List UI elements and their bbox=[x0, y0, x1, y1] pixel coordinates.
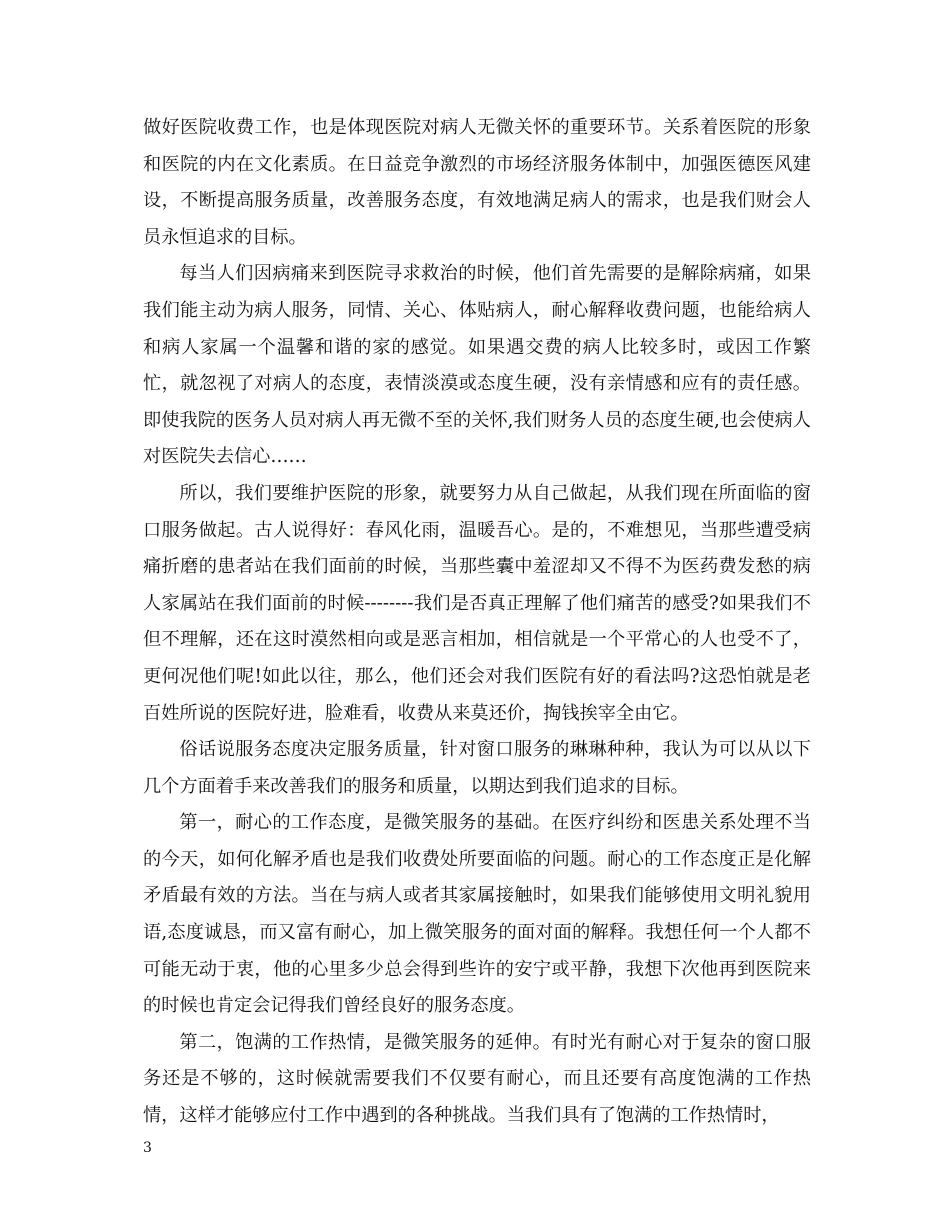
paragraph-6: 第二，饱满的工作热情，是微笑服务的延伸。有时光有耐心对于复杂的窗口服务还是不够的，这时候就需要我们不仅要有耐心，而且还要有高度饱满的工作热情，这样才能够应付工作中遇到的各种挑战。当我们具有了饱满的工作热情时， bbox=[143, 1031, 811, 1127]
paragraph-2: 每当人们因病痛来到医院寻求救治的时候，他们首先需要的是解除病痛，如果我们能主动为病人服务，同情、关心、体贴病人，耐心解释收费问题，也能给病人和病人家属一个温馨和谐的家的感觉。如果遇交费的病人比较多时，或因工作繁忙，就忽视了对病人的态度，表情淡漠或态度生硬，没有亲情感和应有的责任感。即使我院的医务人员对病人再无微不至的关怀,我们财务人员的态度生硬,也会使病人对医院失去信心…… bbox=[143, 263, 811, 468]
paragraph-1: 做好医院收费工作，也是体现医院对病人无微关怀的重要环节。关系着医院的形象和医院的内在文化素质。在日益竞争激烈的市场经济服务体制中，加强医德医风建设，不断提高服务质量，改善服务态度，有效地满足病人的需求，也是我们财会人员永恒追求的目标。 bbox=[143, 117, 811, 248]
paragraph-3: 所以，我们要维护医院的形象，就要努力从自己做起，从我们现在所面临的窗口服务做起。古人说得好：春风化雨，温暖吾心。是的，不难想见，当那些遭受病痛折磨的患者站在我们面前的时候，当那些囊中羞涩却又不得不为医药费发愁的病人家属站在我们面前的时候--------我们是否真正理解了他们痛苦的感受?如果我们不但不理解，还在这时漠然相向或是恶言相加，相信就是一个平常心的人也受不了，更何况他们呢!如此以往，那么，他们还会对我们医院有好的看法吗?这恐怕就是老百姓所说的医院好进，脸难看，收费从来莫还价，掏钱挨宰全由它。 bbox=[143, 482, 811, 724]
paragraph-4: 俗话说服务态度决定服务质量，针对窗口服务的琳琳种种，我认为可以从以下几个方面着手来改善我们的服务和质量，以期达到我们追求的目标。 bbox=[143, 739, 811, 797]
document-body bbox=[143, 110, 811, 1135]
page-number: 3 bbox=[143, 1140, 152, 1156]
paragraph-5: 第一，耐心的工作态度，是微笑服务的基础。在医疗纠纷和医患关系处理不当的今天，如何化解矛盾也是我们收费处所要面临的问题。耐心的工作态度正是化解矛盾最有效的方法。当在与病人或者其家属接触时，如果我们能够使用文明礼貌用语,态度诚恳，而又富有耐心，加上微笑服务的面对面的解释。我想任何一个人都不可能无动于衷，他的心里多少总会得到些许的安宁或平静，我想下次他再到医院来的时候也肯定会记得我们曾经良好的服务态度。 bbox=[143, 812, 811, 1017]
